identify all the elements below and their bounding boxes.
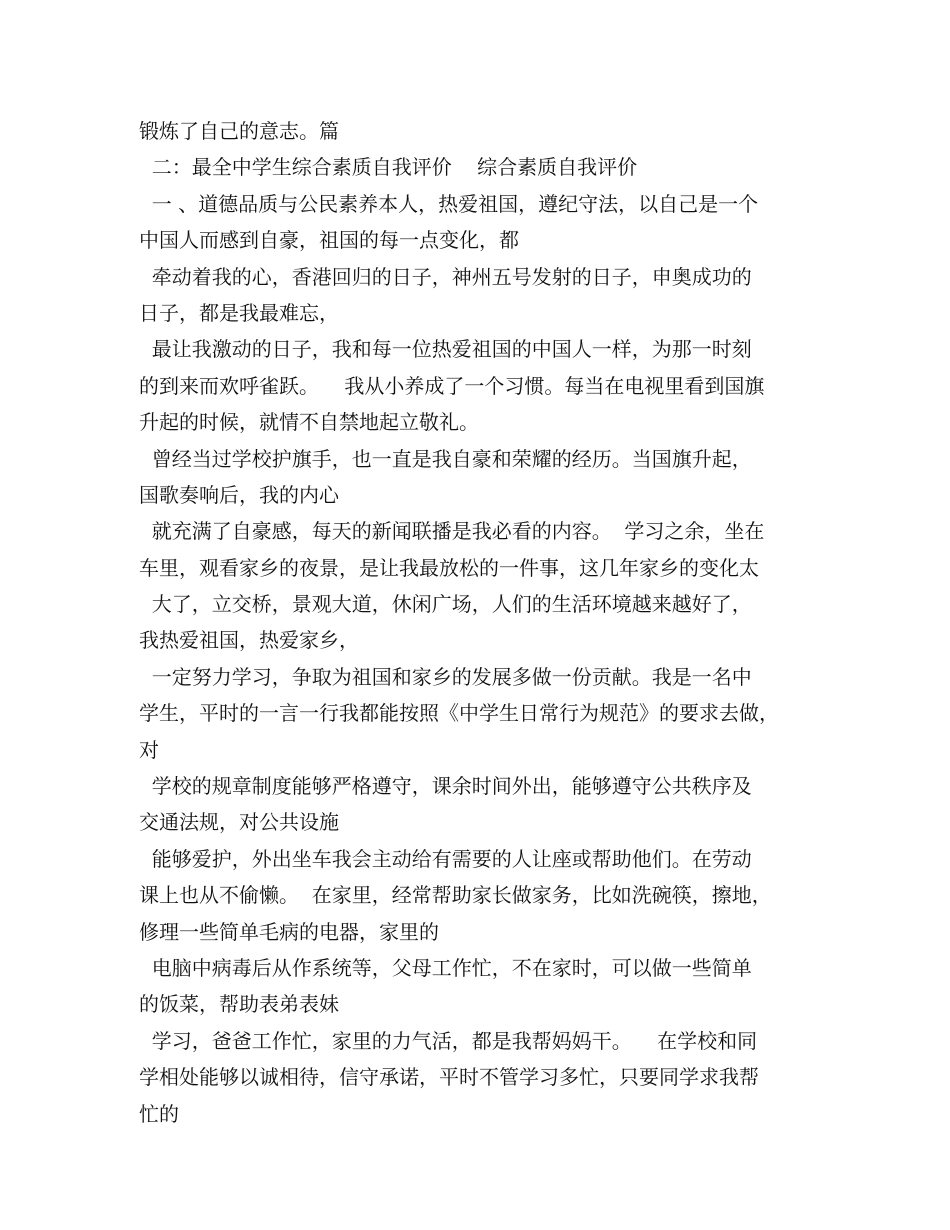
text-line: 学相处能够以诚相待，信守承诺，平时不管学习多忙，只要同学求我帮 [139, 1065, 759, 1090]
text-line: 车里，观看家乡的夜景，是让我最放松的一件事，这几年家乡的变化太 [139, 555, 759, 580]
text-line: 牵动着我的心，香港回归的日子，神州五号发射的日子，申奥成功的 [139, 264, 752, 289]
text-line: 的到来而欢呼雀跃。 我从小养成了一个习惯。每当在电视里看到国旗 [139, 373, 765, 398]
text-line: 学生，平时的一言一行我都能按照《中学生日常行为规范》的要求去做， [139, 701, 779, 726]
text-line: 国歌奏响后，我的内心 [139, 482, 339, 507]
text-line: 我热爱祖国，热爱家乡， [139, 628, 359, 653]
text-line: 的饭菜，帮助表弟表妹 [139, 992, 339, 1017]
text-line: 课上也从不偷懒。 在家里，经常帮助家长做家务，比如洗碗筷，擦地， [139, 883, 772, 908]
text-line: 学校的规章制度能够严格遵守，课余时间外出，能够遵守公共秩序及 [139, 774, 752, 799]
text-line: 升起的时候，就情不自禁地起立敬礼。 [139, 410, 479, 435]
text-line: 学习，爸爸工作忙，家里的力气活，都是我帮妈妈干。 在学校和同 [139, 1028, 758, 1053]
text-line: 电脑中病毒后从作系统等，父母工作忙，不在家时，可以做一些简单 [139, 955, 752, 980]
text-line: 曾经当过学校护旗手，也一直是我自豪和荣耀的经历。当国旗升起， [139, 446, 752, 471]
text-line: 中国人而感到自豪，祖国的每一点变化，都 [139, 228, 519, 253]
text-line: 就充满了自豪感，每天的新闻联播是我必看的内容。 学习之余，坐在 [139, 519, 765, 544]
text-line: 交通法规，对公共设施 [139, 810, 339, 835]
text-line: 二：最全中学生综合素质自我评价 综合素质自我评价 [139, 155, 638, 180]
text-line: 一 、道德品质与公民素养本人，热爱祖国，遵纪守法，以自己是一个 [139, 191, 759, 216]
text-line: 一定努力学习，争取为祖国和家乡的发展多做一份贡献。我是一名中 [139, 664, 752, 689]
text-line: 对 [139, 737, 159, 762]
text-line: 最让我激动的日子，我和每一位热爱祖国的中国人一样，为那一时刻 [139, 337, 752, 362]
text-line: 忙的 [139, 1101, 179, 1126]
text-line: 能够爱护，外出坐车我会主动给有需要的人让座或帮助他们。在劳动 [139, 846, 752, 871]
text-line: 日子，都是我最难忘， [139, 300, 339, 325]
document-body [139, 113, 829, 1132]
text-line: 锻炼了自己的意志。篇 [139, 119, 339, 143]
text-line: 大了，立交桥，景观大道，休闲广场，人们的生活环境越来越好了， [139, 592, 752, 617]
text-line: 修理一些简单毛病的电器，家里的 [139, 919, 439, 944]
